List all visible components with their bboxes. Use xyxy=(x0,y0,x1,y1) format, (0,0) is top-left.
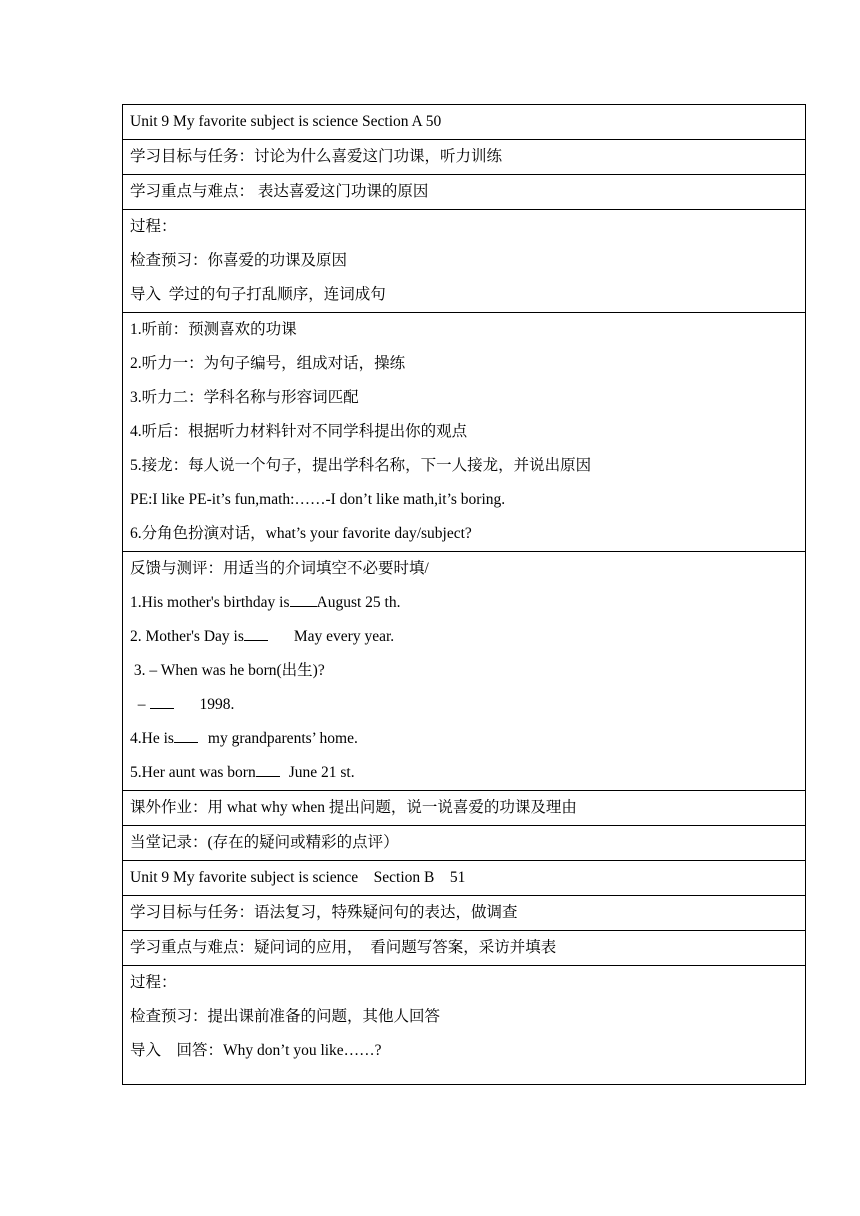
step-item: PE:I like PE-it’s fun,math:……-I don’t like math,it’s boring. xyxy=(130,491,506,508)
process-preview: 检查预习：提出课前准备的问题，其他人回答 xyxy=(130,1008,441,1025)
section-b-process-row xyxy=(123,966,806,1085)
section-a-homework: 课外作业：用 what why when 提出问题，说一说喜爱的功课及理由 xyxy=(123,791,806,826)
process-heading: 过程： xyxy=(130,218,177,235)
section-a-focus-row xyxy=(123,175,806,210)
section-b-title: Unit 9 My favorite subject is science Section B 51 xyxy=(123,861,806,896)
q3-dash: – xyxy=(130,696,146,713)
section-a-homework-row xyxy=(123,791,806,826)
q1-rest: August 25 th. xyxy=(316,594,401,611)
section-a-feedback-row xyxy=(123,552,806,791)
q1-blank[interactable] xyxy=(290,588,317,607)
section-a-title: Unit 9 My favorite subject is science Section A 50 xyxy=(123,105,806,140)
process-preview: 检查预习：你喜爱的功课及原因 xyxy=(130,252,348,269)
section-b-focus-row xyxy=(123,931,806,966)
q5-rest: June 21 st. xyxy=(288,764,355,781)
q2-text: 2. Mother's Day is xyxy=(130,628,244,645)
lesson-plan-table xyxy=(122,104,806,1085)
section-b-title-row xyxy=(123,861,806,896)
section-a-title-row xyxy=(123,105,806,140)
section-a-process-cell xyxy=(123,210,806,313)
feedback-question-5 xyxy=(130,756,798,790)
feedback-question-2 xyxy=(130,620,798,654)
q4-text: 4.He is xyxy=(130,730,174,747)
step-item: 3.听力二：学科名称与形容词匹配 xyxy=(130,389,359,406)
feedback-question-3: 3. – When was he born(出生)? xyxy=(130,662,325,679)
q3-rest: 1998. xyxy=(199,696,235,713)
section-b-focus: 学习重点与难点：疑问词的应用， 看问题写答案，采访并填表 xyxy=(123,931,806,966)
section-a-steps-cell xyxy=(123,313,806,552)
section-a-notes: 当堂记录：(存在的疑问或精彩的点评） xyxy=(123,826,806,861)
feedback-question-1 xyxy=(130,586,798,620)
section-b-goals-row xyxy=(123,896,806,931)
section-a-focus: 学习重点与难点： 表达喜爱这门功课的原因 xyxy=(123,175,806,210)
q4-rest: my grandparents’ home. xyxy=(207,730,358,747)
section-a-feedback-cell xyxy=(123,552,806,791)
section-a-goals-row xyxy=(123,140,806,175)
section-b-process-cell xyxy=(123,966,806,1085)
section-a-process-row xyxy=(123,210,806,313)
section-a-goals: 学习目标与任务：讨论为什么喜爱这门功课，听力训练 xyxy=(123,140,806,175)
q3-blank[interactable] xyxy=(150,690,174,709)
process-intro: 导入 学过的句子打乱顺序，连词成句 xyxy=(130,286,386,303)
step-item: 6.分角色扮演对话，what’s your favorite day/subject? xyxy=(130,525,472,542)
step-item: 2.听力一：为句子编号，组成对话，操练 xyxy=(130,355,406,372)
q1-text: 1.His mother's birthday is xyxy=(130,594,290,611)
q2-rest: May every year. xyxy=(293,628,395,645)
feedback-heading: 反馈与测评：用适当的介词填空不必要时填/ xyxy=(130,560,429,577)
q5-text: 5.Her aunt was born xyxy=(130,764,256,781)
section-a-steps-row xyxy=(123,313,806,552)
section-b-goals: 学习目标与任务：语法复习，特殊疑问句的表达，做调查 xyxy=(123,896,806,931)
q2-blank[interactable] xyxy=(244,622,268,641)
step-item: 5.接龙：每人说一个句子，提出学科名称，下一人接龙，并说出原因 xyxy=(130,457,592,474)
q4-blank[interactable] xyxy=(174,724,198,743)
step-item: 4.听后：根据听力材料针对不同学科提出你的观点 xyxy=(130,423,468,440)
section-a-notes-row xyxy=(123,826,806,861)
process-intro: 导入 回答：Why don’t you like……? xyxy=(130,1042,382,1059)
step-item: 1.听前：预测喜欢的功课 xyxy=(130,321,297,338)
feedback-question-3-answer xyxy=(130,688,798,722)
process-heading: 过程： xyxy=(130,974,177,991)
feedback-question-4 xyxy=(130,722,798,756)
q5-blank[interactable] xyxy=(256,758,280,777)
